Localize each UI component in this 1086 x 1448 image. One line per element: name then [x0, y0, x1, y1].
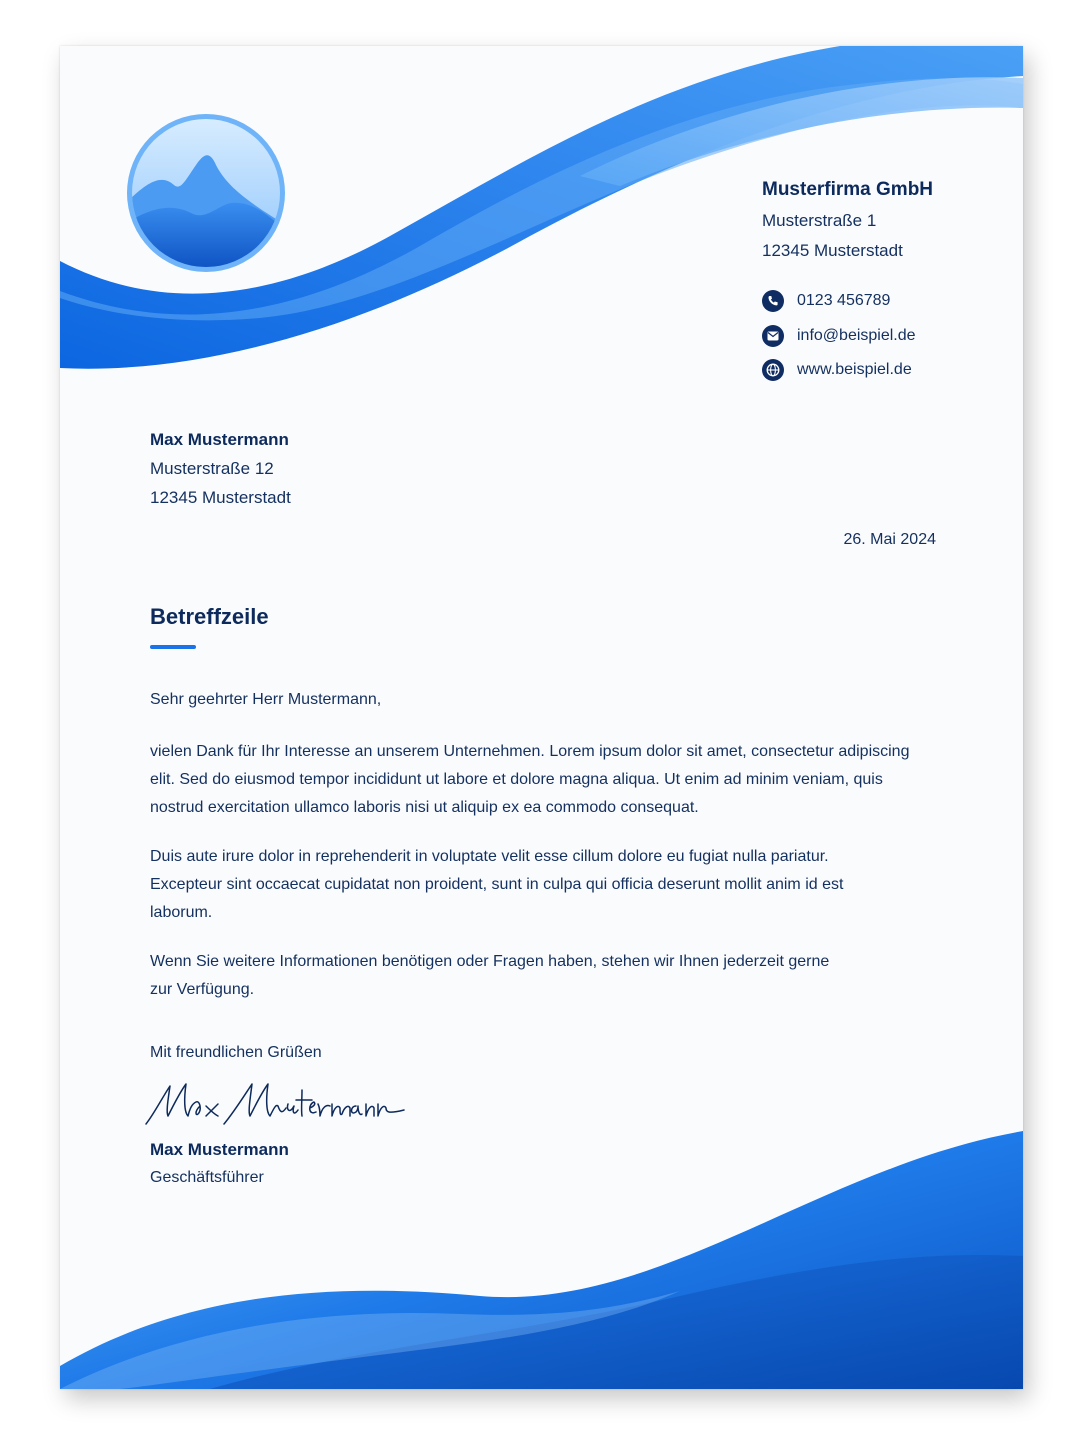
recipient-address	[150, 430, 291, 508]
closing-phrase: Mit freundlichen Grüßen	[150, 1044, 322, 1061]
letter-body	[150, 686, 940, 1025]
salutation: Sehr geehrter Herr Mustermann,	[150, 691, 382, 708]
subject-line: Betreffzeile	[150, 604, 269, 629]
recipient-name: Max Mustermann	[150, 430, 289, 449]
body-paragraph: vielen Dank für Ihr Interesse an unserem Unternehmen. Lorem ipsum dolor sit amet, consectetur adipiscing elit. Sed do eiusmod tempor incididunt ut labore et dolore magna aliqua. Ut enim ad minim veniam, quis nostrud exercitation ullamco laboris nisi ut aliquip ex ea commodo consequat.	[150, 743, 910, 816]
globe-icon	[762, 359, 784, 381]
recipient-street: Musterstraße 12	[150, 459, 274, 478]
contact-website	[762, 358, 916, 382]
phone-icon	[762, 290, 784, 312]
envelope-icon	[762, 325, 784, 347]
company-city: 12345 Musterstadt	[762, 241, 903, 260]
phone-number: 0123 456789	[797, 292, 891, 309]
signer-name: Max Mustermann	[150, 1140, 289, 1159]
handwritten-signature	[144, 1076, 414, 1136]
recipient-city: 12345 Musterstadt	[150, 488, 291, 507]
letter-page	[60, 46, 1023, 1389]
company-street: Musterstraße 1	[762, 211, 877, 230]
signer-title: Geschäftsführer	[150, 1169, 264, 1186]
company-info	[762, 179, 933, 261]
body-paragraph: Wenn Sie weitere Informationen benötigen oder Fragen haben, stehen wir Ihnen jederzeit gerne zur Verfügung.	[150, 953, 830, 998]
contact-email	[762, 324, 916, 348]
contact-list	[762, 289, 916, 393]
email-address: info@beispiel.de	[797, 326, 916, 344]
contact-phone	[762, 289, 916, 313]
website-url: www.beispiel.de	[797, 361, 912, 378]
letter-date: 26. Mai 2024	[843, 531, 936, 548]
company-name: Musterfirma GmbH	[762, 179, 934, 200]
body-paragraph: Duis aute irure dolor in reprehenderit in voluptate velit esse cillum dolore eu fugiat nulla pariatur. Excepteur sint occaecat cupidatat non proident, sunt in culpa qui officia deserunt mollit anim id est laborum.	[150, 848, 844, 921]
mountain-logo	[126, 113, 286, 273]
subject-underline	[150, 645, 196, 649]
